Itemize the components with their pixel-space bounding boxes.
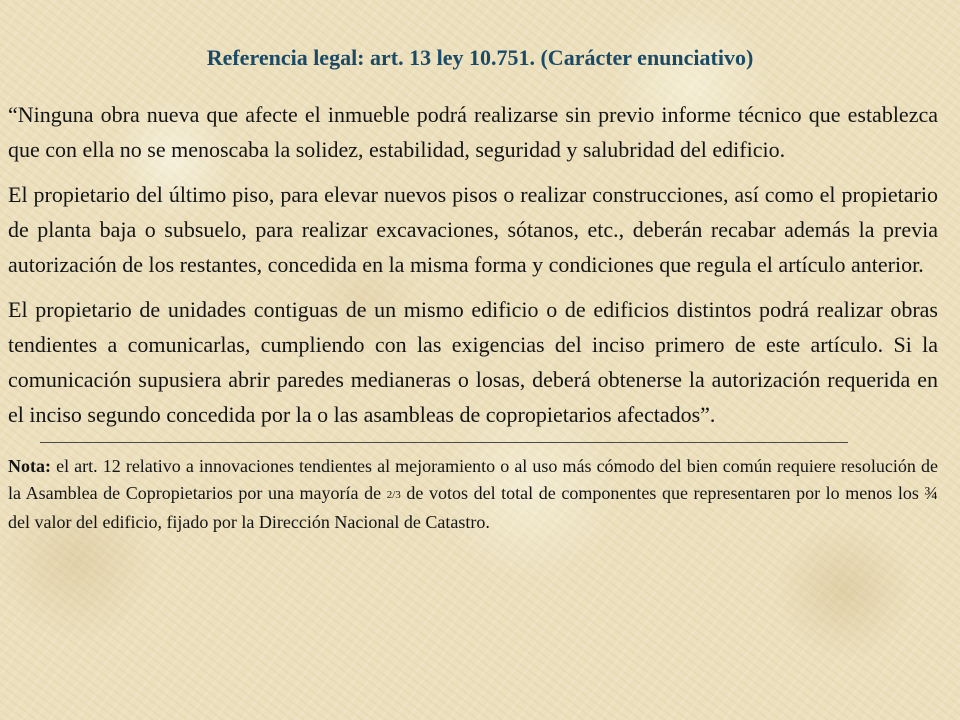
note-fraction: 2/3 <box>386 489 401 501</box>
note-label: Nota: <box>8 456 51 476</box>
paragraph-1: “Ninguna obra nueva que afecte el inmueble podrá realizarse sin previo informe técnico que establezca que con ella no se menoscaba la solidez, estabilidad, seguridad y salubridad del edificio. <box>8 102 938 162</box>
note-text-after: de votos del total de componentes que representaren por lo menos los ¾ del valor del edificio, fijado por la Dirección Nacional de Catastro. <box>8 483 938 532</box>
slide-title: Referencia legal: art. 13 ley 10.751. (Carácter enunciativo) <box>206 45 754 70</box>
note-text-before: el art. 12 relativo a innovaciones tendientes al mejoramiento o al uso más cómodo del bien común requiere resolución de la Asamblea de Copropietarios por una mayoría de <box>8 456 938 503</box>
paragraph-3: El propietario de unidades contiguas de un mismo edificio o de edificios distintos podrá realizar obras tendientes a comunicarlas, cumpliendo con las exigencias del inciso primero de este artículo. Si la comunicación supusiera abrir paredes medianeras o losas, deberá obtenerse la autorización requerida en el inciso segundo concedida por la o las asambleas de copropietarios afectados”. <box>8 297 938 427</box>
note <box>8 453 938 536</box>
legal-text-block <box>8 97 938 536</box>
separator-line <box>40 442 848 443</box>
paragraph-2: El propietario del último piso, para elevar nuevos pisos o realizar construcciones, así como el propietario de planta baja o subsuelo, para realizar excavaciones, sótanos, etc., deberán recabar además la previa autorización de los restantes, concedida en la misma forma y condiciones que regula el artículo anterior. <box>8 182 938 277</box>
